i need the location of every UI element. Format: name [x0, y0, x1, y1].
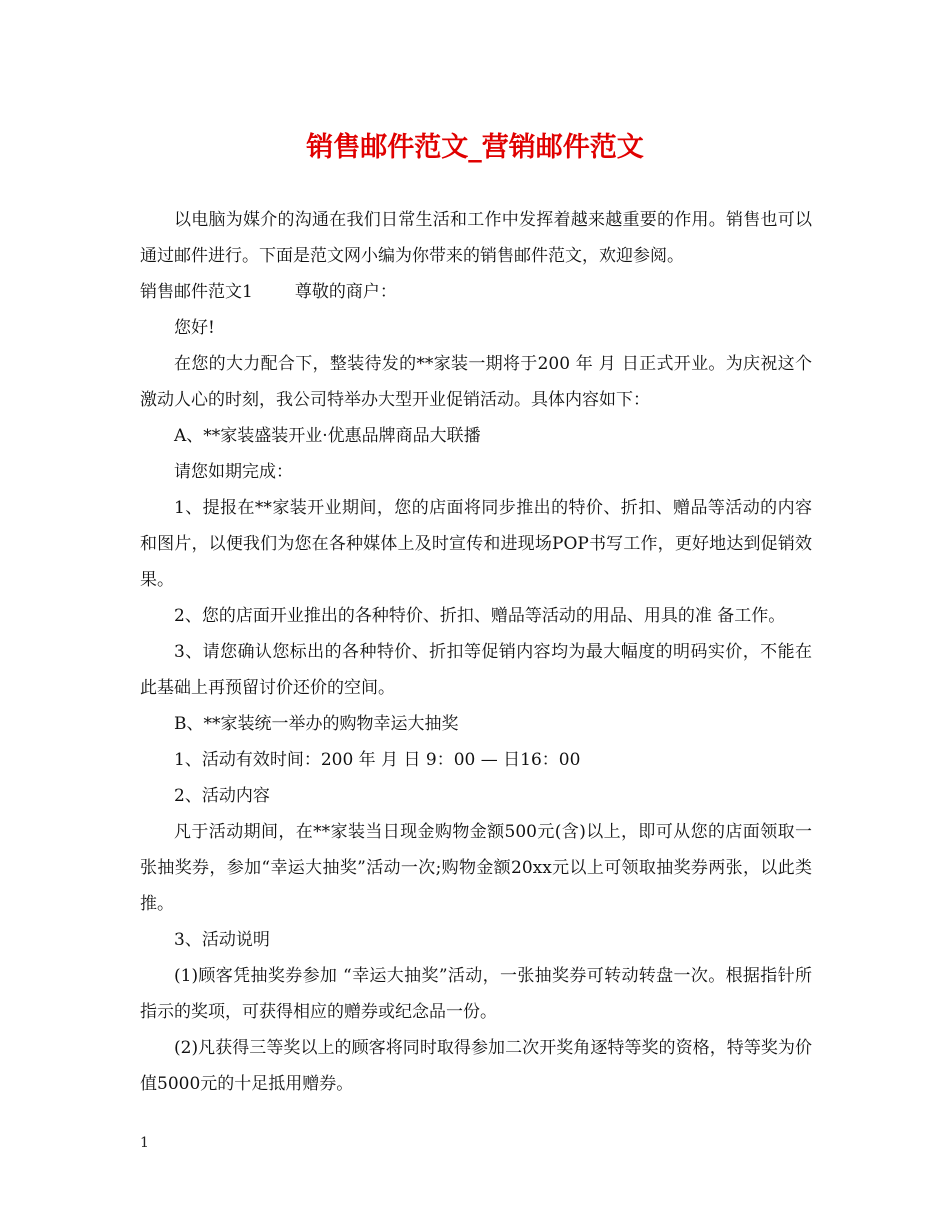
request-line: 请您如期完成：	[174, 462, 293, 482]
intro-paragraph: 以电脑为媒介的沟通在我们日常生活和工作中发挥着越来越重要的作用。销售也可以通过邮件进行。下面是范文网小编为你带来的销售邮件范文，欢迎参阅。	[140, 210, 812, 266]
section-b-heading: B、**家装统一举办的购物幸运大抽奖	[174, 714, 459, 734]
section-a-heading: A、**家装盛装开业·优惠品牌商品大联播	[174, 426, 481, 446]
sample-heading: 销售邮件范文1	[140, 282, 253, 302]
item-b1: 1、活动有效时间：200 年 月 日 9：00 — 日16：00	[174, 750, 581, 770]
opening-paragraph: 在您的大力配合下，整装待发的**家装一期将于200 年 月 日正式开业。为庆祝这个激动人心的时刻，我公司特举办大型开业促销活动。具体内容如下：	[140, 354, 812, 410]
sample-heading-line	[140, 274, 812, 310]
greeting: 您好!	[174, 318, 215, 338]
item-a3: 3、请您确认您标出的各种特价、折扣等促销内容均为最大幅度的明码实价，不能在此基础上再预留讨价还价的空间。	[140, 642, 812, 698]
page-number: 1	[140, 1135, 149, 1151]
item-a2: 2、您的店面开业推出的各种特价、折扣、赠品等活动的用品、用具的准 备工作。	[174, 606, 786, 626]
note-1: (1)顾客凭抽奖券参加 “幸运大抽奖”活动，一张抽奖券可转动转盘一次。根据指针所指示的奖项，可获得相应的赠券或纪念品一份。	[140, 966, 812, 1022]
item-b2: 2、活动内容	[174, 786, 270, 806]
document-title: 销售邮件范文_营销邮件范文	[306, 132, 644, 163]
document-body	[140, 202, 812, 1102]
item-b3: 3、活动说明	[174, 930, 270, 950]
activity-content-paragraph: 凡于活动期间，在**家装当日现金购物金额500元(含)以上，即可从您的店面领取一张抽奖券，参加“幸运大抽奖”活动一次;购物金额20xx元以上可领取抽奖券两张，以此类推。	[140, 822, 812, 914]
salutation: 尊敬的商户：	[294, 282, 397, 302]
item-a1: 1、提报在**家装开业期间，您的店面将同步推出的特价、折扣、赠品等活动的内容和图片，以便我们为您在各种媒体上及时宣传和进现场POP书写工作，更好地达到促销效果。	[140, 498, 812, 590]
note-2: (2)凡获得三等奖以上的顾客将同时取得参加二次开奖角逐特等奖的资格，特等奖为价值5000元的十足抵用赠券。	[140, 1038, 812, 1094]
